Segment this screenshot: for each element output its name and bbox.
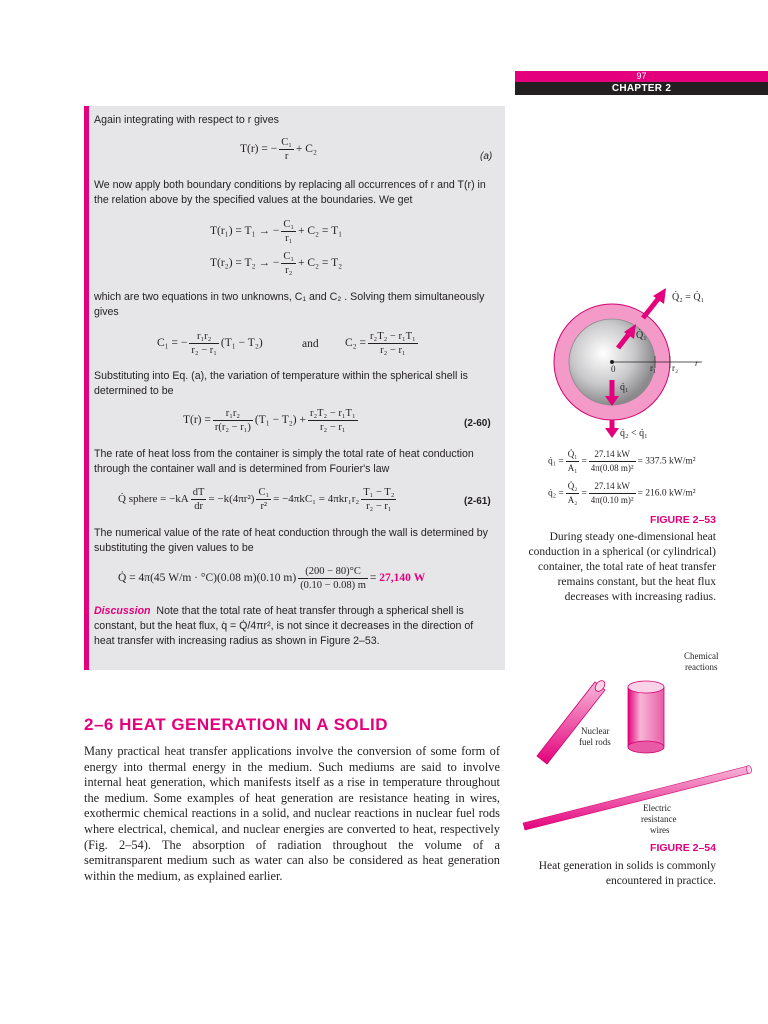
equation-a-label: (a) <box>480 151 493 162</box>
nuclear-label-1: Nuclear <box>581 726 610 736</box>
boundary-condition-2: T(r₂) = T₂ → − $\frac{\text{C₁}}{\text{r₂}}$ + C₂ = T₂ <box>210 251 343 276</box>
section-title: 2–6 HEAT GENERATION IN A SOLID <box>84 715 389 734</box>
discussion-text: Note that the total rate of heat transfer through a spherical shell is constant, but the heat flux, q̇ = Q̇/4πr², is not since it decreases in the direction of heat transfer with increasing radius as shown in Figure 2–53. <box>94 605 474 647</box>
electric-label-3: wires <box>650 825 670 835</box>
and-word: and <box>302 338 319 350</box>
figure-2-53-label: FIGURE 2–53 <box>650 514 716 526</box>
heat-flux-equation-2: q̇₂ = $\frac{\text{Q̇₂}}{\text{A₂}}$ = $\frac{27.14 kW}{\text{4π(0.10 m)²}}$ = 216.0 kW/m² <box>548 481 696 505</box>
nuclear-label-2: fuel rods <box>579 737 611 747</box>
chemical-reaction-cylinder <box>628 681 664 753</box>
q1-label: Q̇₁ <box>636 330 647 341</box>
chemical-label-1: Chemical <box>684 651 719 661</box>
example-para-5: The rate of heat loss from the container is simply the total rate of heat conduction through the container wall and is determined from Fourier's law <box>94 448 474 475</box>
equation-2-61-label: (2-61) <box>464 496 491 507</box>
numerical-result: 27,140 W <box>379 572 426 585</box>
equation-2-61: Q̇ sphere = −kA $\frac{dT}{dr}$ = −k(4πr²) $\frac{\text{C₁}}{\text{r²}}$ = −4πkC₁ = 4πkr₁r₂ $\frac{\text{T₁ − T₂}}{\text{r₂ − r₁}}$ <box>118 487 395 512</box>
example-para-3: which are two equations in two unknowns, C₁ and C₂ . Solving them simultaneously gives <box>94 291 485 318</box>
electric-resistance-wire <box>523 765 752 830</box>
figure-2-53-caption: During steady one-dimensional heat conduction in a spherical (or cylindrical) container, the total rate of heat transfer remains constant, but the heat flux decreases with increasing radius. <box>528 531 716 603</box>
example-para-4: Substituting into Eq. (a), the variation of temperature within the spherical shell is determined to be <box>94 370 468 397</box>
r1-label: r₁ <box>650 363 657 373</box>
r2-label: r₂ <box>672 363 679 373</box>
nuclear-fuel-rod <box>537 679 610 764</box>
page-number: 97 <box>515 71 768 82</box>
equation-2-60: T(r) = $\frac{\text{r₁r₂}}{\text{r(r₂ − r₁)}}$ (T₁ − T₂) + $\frac{\text{r₂T₂ − r₁T₁}}{\text{r₂ − r₁}}$ <box>183 408 356 433</box>
origin-label: 0 <box>611 364 616 374</box>
electric-label-1: Electric <box>643 803 671 813</box>
heat-flux-equation-1: q̇₁ = $\frac{\text{Q̇₁}}{\text{A₁}}$ = $\frac{27.14 kW}{\text{4π(0.08 m)²}}$ = 337.5 kW/m² <box>548 449 696 473</box>
constant-c2: C₂ = $\frac{\text{r₂T₂ − r₁T₁}}{\text{r₂ − r₁}}$ <box>345 331 416 356</box>
example-para-1: Again integrating with respect to r gives <box>94 114 279 126</box>
figure-2-54-caption: Heat generation in solids is commonly encountered in practice. <box>538 860 716 887</box>
figure-2-54-label: FIGURE 2–54 <box>650 842 716 854</box>
q2-equals-q1-label: Q̇₂ = Q̇₁ <box>672 292 705 303</box>
chapter-label: CHAPTER 2 <box>515 82 768 95</box>
constant-c1: C₁ = − $\frac{\text{r₁r₂}}{\text{r₂ − r₁}}$ (T₁ − T₂) <box>157 331 263 356</box>
discussion-paragraph <box>94 604 494 649</box>
discussion-label: Discussion <box>94 605 151 617</box>
equation-2-60-label: (2-60) <box>464 418 491 429</box>
boundary-condition-1: T(r₁) = T₁ → − $\frac{\text{C₁}}{\text{r₁}}$ + C₂ = T₁ <box>210 219 343 244</box>
chemical-label-2: reactions <box>685 662 718 672</box>
r-axis-label: r <box>695 358 699 368</box>
q2-less-q1-label: q̇₂ < q̇₁ <box>620 428 648 439</box>
electric-label-2: resistance <box>641 814 677 824</box>
section-body: Many practical heat transfer applications involve the conversion of some form of energy into thermal energy in the medium. Such mediums are said to involve internal heat generation, which manifests itself as a rise in temperature throughout the medium. Some examples of heat generation are resistance heating in wires, exothermic chemical reactions in a solid, and nuclear reactions in nuclear fuel rods where electrical, chemical, and nuclear energies are converted to heat, respectively (Fig. 2–54). The absorption of radiation throughout the volume of a semitransparent medium such as water can also be considered as heat generation within the medium, as explained earlier. <box>84 744 500 883</box>
equation-a: T(r) = − $\frac{\text{C₁}}{r}$ + C₂ <box>240 137 317 162</box>
qdot1-label: q̇₁ <box>620 382 629 393</box>
figure-2-54-drawing <box>515 640 768 840</box>
example-para-2: We now apply both boundary conditions by replacing all occurrences of r and T(r) in the relation above by the specified values at the boundaries. We get <box>94 179 486 206</box>
numerical-result-equation: Q̇ = 4π(45 W/m · °C)(0.08 m)(0.10 m) $\frac{(200 - 80)^\circ C}{(0.10 - 0.08) m}$ = 27,140 W <box>118 566 426 591</box>
chapter-header <box>515 71 768 95</box>
example-para-6: The numerical value of the rate of heat conduction through the wall is determined by substituting the given values to be <box>94 527 488 554</box>
